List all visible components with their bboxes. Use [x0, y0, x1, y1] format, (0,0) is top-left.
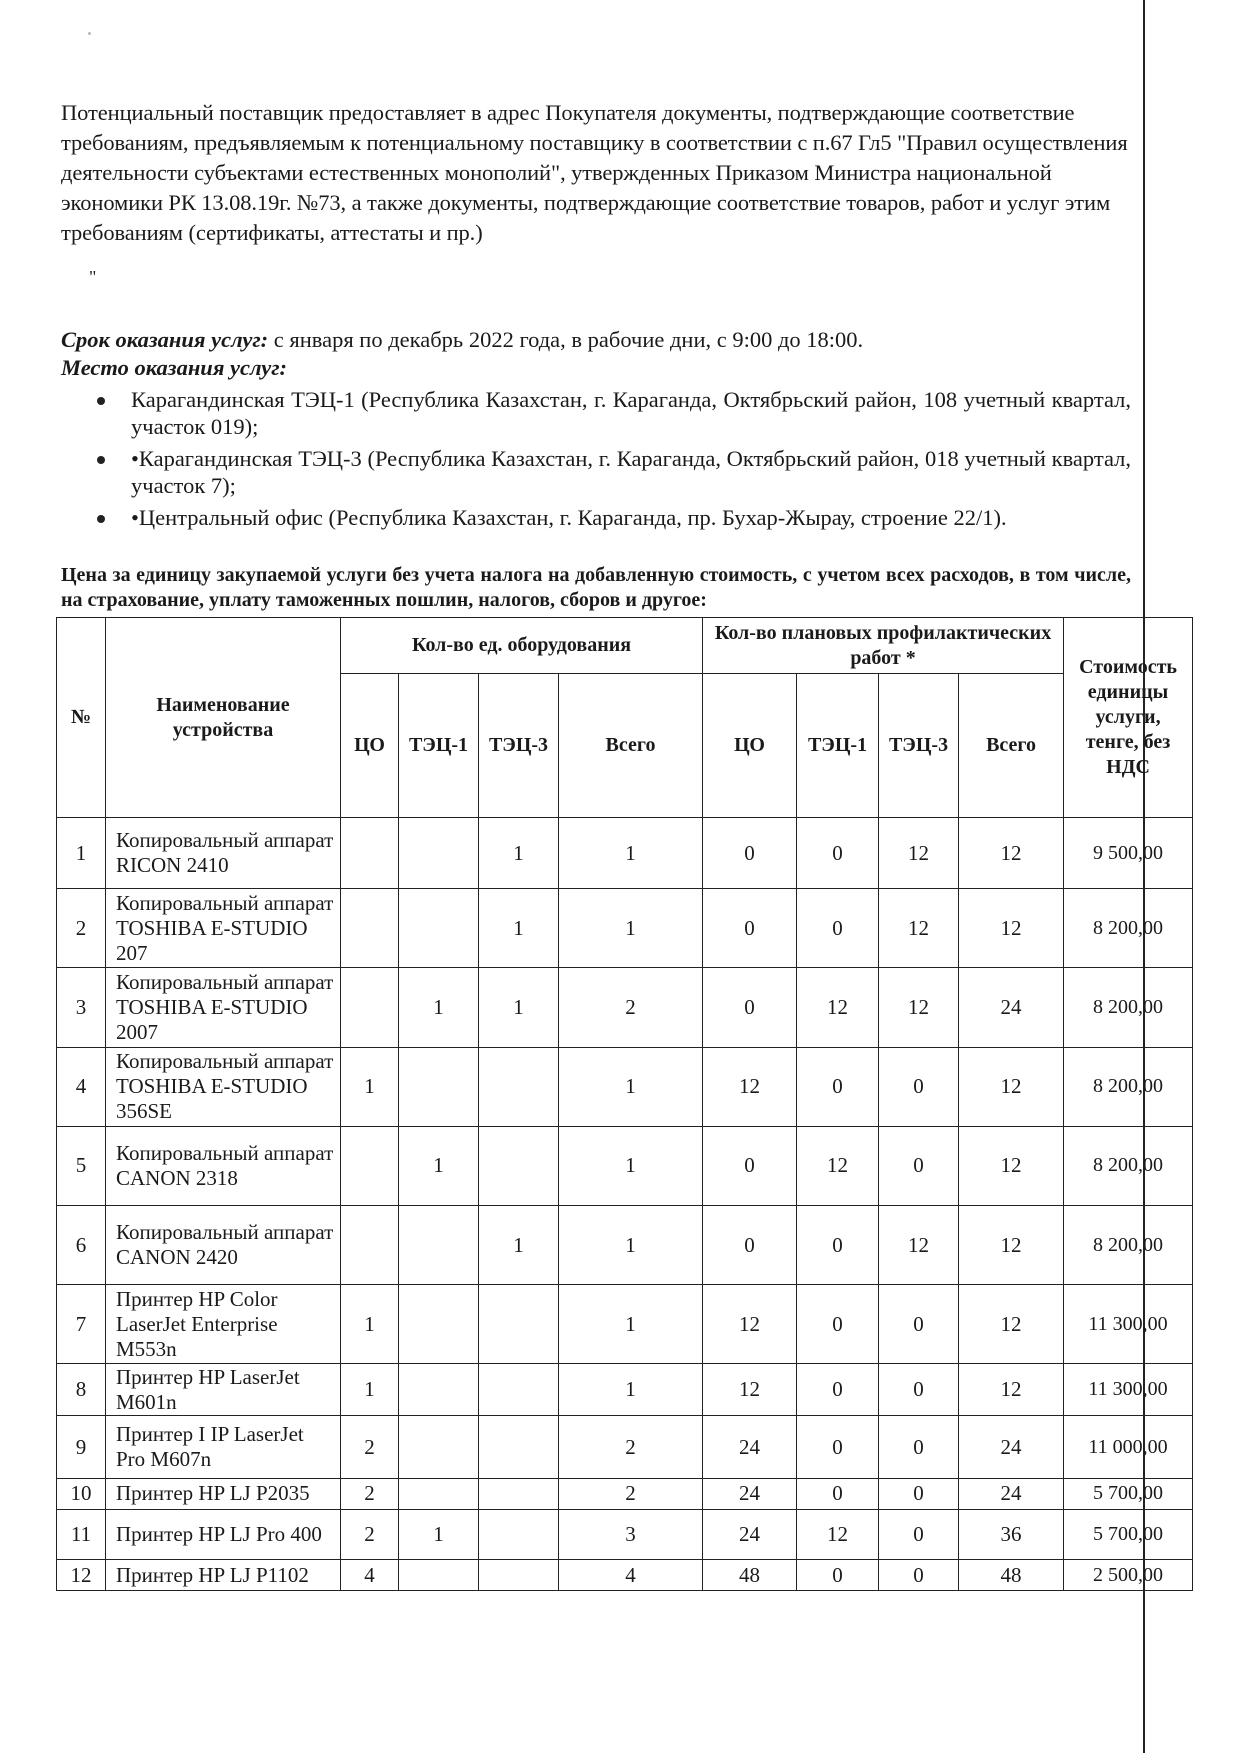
cell-w-co: 24	[703, 1416, 797, 1479]
cell-eq-t3	[479, 1560, 559, 1591]
table-row	[57, 1509, 1193, 1560]
cell-price: 8 200,00	[1064, 1205, 1193, 1284]
cell-name: Принтер HP LJ P1102	[106, 1560, 341, 1591]
cell-name: Принтер HP LJ P2035	[106, 1479, 341, 1509]
cell-eq-t1	[399, 1479, 479, 1509]
cell-price: 5 700,00	[1064, 1479, 1193, 1509]
cell-w-t1: 0	[797, 1479, 879, 1509]
cell-eq-t1	[399, 1285, 479, 1364]
cell-eq-co: 2	[341, 1479, 399, 1509]
cell-eq-total: 2	[559, 968, 703, 1047]
cell-price: 11 000,00	[1064, 1416, 1193, 1479]
table-row	[57, 1560, 1193, 1591]
service-terms	[61, 326, 1143, 382]
table-row	[57, 1047, 1193, 1126]
cell-eq-t1	[399, 1047, 479, 1126]
cell-no: 11	[57, 1509, 106, 1560]
cell-eq-total: 1	[559, 1205, 703, 1284]
cell-w-total: 24	[959, 1479, 1064, 1509]
cell-name: Копировальный аппарат CANON 2318	[106, 1126, 341, 1205]
intro-paragraph: Потенциальный поставщик предоставляет в адрес Покупателя документы, подтверждающие соответствие требованиям, предъявляемым к потенциальному поставщику в соответствии с п.67 Гл5 "Правил осуществления деятельности субъектами естественных монополий", утвержденных Приказом Министра национальной экономики РК 13.08.19г. №73, а также документы, подтверждающие соответствие товаров, работ и услуг этим требованиям (сертификаты, аттестаты и пр.)	[61, 100, 1128, 245]
cell-w-t1: 0	[797, 1285, 879, 1364]
cell-no: 3	[57, 968, 106, 1047]
cell-eq-total: 2	[559, 1416, 703, 1479]
table-row	[57, 1416, 1193, 1479]
cell-eq-t3	[479, 1285, 559, 1364]
cell-w-co: 12	[703, 1047, 797, 1126]
cell-eq-t1	[399, 1364, 479, 1416]
cell-w-co: 24	[703, 1479, 797, 1509]
table-row	[57, 1205, 1193, 1284]
table-row	[57, 1364, 1193, 1416]
cell-eq-co: 1	[341, 1047, 399, 1126]
cell-name: Принтер HP Color LaserJet Enterprise M553n	[106, 1285, 341, 1364]
cell-no: 4	[57, 1047, 106, 1126]
cell-no: 12	[57, 1560, 106, 1591]
cell-eq-t1	[399, 889, 479, 968]
cell-no: 2	[57, 889, 106, 968]
cell-eq-total: 1	[559, 1285, 703, 1364]
header-price: Стоимость единицы услуги, тенге, без НДС	[1064, 618, 1193, 818]
table-row	[57, 1126, 1193, 1205]
cell-eq-co	[341, 1205, 399, 1284]
cell-eq-t3	[479, 1509, 559, 1560]
cell-eq-co	[341, 1126, 399, 1205]
cell-w-total: 12	[959, 818, 1064, 889]
header-equipment-group: Кол-во ед. оборудования	[341, 618, 703, 674]
cell-price: 8 200,00	[1064, 968, 1193, 1047]
table-body	[57, 818, 1193, 1591]
cell-no: 7	[57, 1285, 106, 1364]
table-row	[57, 1479, 1193, 1509]
cell-eq-co	[341, 968, 399, 1047]
cell-eq-t1: 1	[399, 1126, 479, 1205]
cell-eq-total: 1	[559, 889, 703, 968]
cell-name: Копировальный аппарат RICON 2410	[106, 818, 341, 889]
cell-name: Копировальный аппарат CANON 2420	[106, 1205, 341, 1284]
cell-w-t3: 0	[879, 1126, 959, 1205]
cell-name: Копировальный аппарат TOSHIBA E-STUDIO 356SE	[106, 1047, 341, 1126]
cell-w-co: 0	[703, 1126, 797, 1205]
cell-w-t1: 0	[797, 1047, 879, 1126]
cell-price: 9 500,00	[1064, 818, 1193, 889]
header-w-co: ЦО	[703, 674, 797, 818]
cell-eq-total: 4	[559, 1560, 703, 1591]
stray-mark: "	[89, 267, 97, 287]
cell-w-t1: 0	[797, 1364, 879, 1416]
cell-w-t3: 12	[879, 968, 959, 1047]
cell-eq-t3: 1	[479, 1205, 559, 1284]
cell-eq-t3	[479, 1364, 559, 1416]
cell-w-total: 24	[959, 968, 1064, 1047]
table-row	[57, 818, 1193, 889]
cell-price: 2 500,00	[1064, 1560, 1193, 1591]
cell-price: 11 300,00	[1064, 1285, 1193, 1364]
cell-price: 8 200,00	[1064, 1047, 1193, 1126]
cell-eq-total: 1	[559, 1047, 703, 1126]
cell-eq-t1: 1	[399, 968, 479, 1047]
table-row	[57, 889, 1193, 968]
cell-w-t3: 12	[879, 889, 959, 968]
table-row	[57, 1285, 1193, 1364]
cell-w-t1: 0	[797, 889, 879, 968]
cell-eq-co	[341, 818, 399, 889]
cell-eq-co: 2	[341, 1509, 399, 1560]
cell-eq-t3	[479, 1047, 559, 1126]
cell-no: 5	[57, 1126, 106, 1205]
cell-w-total: 12	[959, 1205, 1064, 1284]
cell-eq-t3	[479, 1126, 559, 1205]
service-place-label: Место оказания услуг:	[61, 355, 288, 380]
cell-eq-t1	[399, 1416, 479, 1479]
cell-w-t3: 0	[879, 1416, 959, 1479]
cell-w-co: 24	[703, 1509, 797, 1560]
cell-w-t1: 0	[797, 1205, 879, 1284]
cell-w-total: 36	[959, 1509, 1064, 1560]
cell-no: 1	[57, 818, 106, 889]
header-works-group: Кол-во плановых профилактических работ *	[703, 618, 1064, 674]
cell-w-total: 12	[959, 889, 1064, 968]
cell-w-t3: 0	[879, 1364, 959, 1416]
cell-eq-t3	[479, 1479, 559, 1509]
cell-w-t3: 12	[879, 818, 959, 889]
header-eq-tec3: ТЭЦ-3	[479, 674, 559, 818]
header-w-tec3: ТЭЦ-3	[879, 674, 959, 818]
cell-eq-co: 1	[341, 1285, 399, 1364]
cell-w-total: 12	[959, 1047, 1064, 1126]
cell-w-total: 12	[959, 1285, 1064, 1364]
cell-eq-co	[341, 889, 399, 968]
cell-w-t3: 0	[879, 1479, 959, 1509]
cell-name: Принтер I IP LaserJet Pro M607n	[106, 1416, 341, 1479]
cell-eq-total: 3	[559, 1509, 703, 1560]
service-period-line	[61, 326, 1143, 354]
table-row	[57, 968, 1193, 1047]
cell-w-t3: 0	[879, 1560, 959, 1591]
location-item: •Центральный офис (Республика Казахстан, г. Караганда, пр. Бухар-Жырау, строение 22/1).	[61, 505, 1131, 532]
cell-eq-t1: 1	[399, 1509, 479, 1560]
header-eq-co: ЦО	[341, 674, 399, 818]
cell-eq-t3: 1	[479, 968, 559, 1047]
cell-eq-t3: 1	[479, 889, 559, 968]
cell-eq-total: 2	[559, 1479, 703, 1509]
cell-w-total: 24	[959, 1416, 1064, 1479]
service-period-label: Срок оказания услуг:	[61, 327, 269, 352]
cell-eq-co: 2	[341, 1416, 399, 1479]
cell-eq-co: 1	[341, 1364, 399, 1416]
cell-w-co: 0	[703, 968, 797, 1047]
location-item: Карагандинская ТЭЦ-1 (Республика Казахстан, г. Караганда, Октябрьский район, 108 учетный квартал, участок 019);	[61, 387, 1131, 440]
cell-w-co: 0	[703, 889, 797, 968]
cell-w-t1: 0	[797, 818, 879, 889]
cell-w-co: 12	[703, 1364, 797, 1416]
header-eq-tec1: ТЭЦ-1	[399, 674, 479, 818]
cell-w-t3: 0	[879, 1509, 959, 1560]
header-name: Наименование устройства	[106, 618, 341, 818]
cell-w-t1: 12	[797, 1509, 879, 1560]
price-note: Цена за единицу закупаемой услуги без учета налога на добавленную стоимость, с учетом всех расходов, в том числе, на страхование, уплату таможенных пошлин, налогов, сборов и другое:	[61, 564, 1131, 611]
header-w-total: Всего	[959, 674, 1064, 818]
cell-eq-total: 1	[559, 1364, 703, 1416]
cell-eq-t1	[399, 1205, 479, 1284]
cell-name: Принтер HP LaserJet M601n	[106, 1364, 341, 1416]
cell-no: 10	[57, 1479, 106, 1509]
header-no: №	[57, 618, 106, 818]
cell-eq-total: 1	[559, 818, 703, 889]
header-w-tec1: ТЭЦ-1	[797, 674, 879, 818]
cell-w-total: 12	[959, 1126, 1064, 1205]
cell-w-t3: 0	[879, 1047, 959, 1126]
cell-price: 8 200,00	[1064, 889, 1193, 968]
cell-w-t1: 12	[797, 968, 879, 1047]
cell-w-total: 12	[959, 1364, 1064, 1416]
cell-w-t1: 12	[797, 1126, 879, 1205]
cell-price: 8 200,00	[1064, 1126, 1193, 1205]
scan-speck	[88, 32, 91, 35]
cell-name: Принтер HP LJ Pro 400	[106, 1509, 341, 1560]
cell-price: 5 700,00	[1064, 1509, 1193, 1560]
equipment-table	[56, 617, 1193, 1591]
cell-w-t3: 0	[879, 1285, 959, 1364]
cell-w-total: 48	[959, 1560, 1064, 1591]
service-place-line	[61, 354, 1143, 382]
cell-w-co: 48	[703, 1560, 797, 1591]
service-period-value: с января по декабрь 2022 года, в рабочие дни, с 9:00 до 18:00.	[268, 327, 864, 352]
header-eq-total: Всего	[559, 674, 703, 818]
cell-eq-t1	[399, 1560, 479, 1591]
cell-eq-t3	[479, 1416, 559, 1479]
cell-w-t1: 0	[797, 1416, 879, 1479]
location-list	[61, 387, 1131, 538]
cell-eq-t3: 1	[479, 818, 559, 889]
location-item: •Карагандинская ТЭЦ-3 (Республика Казахстан, г. Караганда, Октябрьский район, 018 учетный квартал, участок 7);	[61, 446, 1131, 499]
cell-name: Копировальный аппарат TOSHIBA E-STUDIO 207	[106, 889, 341, 968]
cell-w-t1: 0	[797, 1560, 879, 1591]
cell-price: 11 300,00	[1064, 1364, 1193, 1416]
cell-eq-co: 4	[341, 1560, 399, 1591]
cell-eq-t1	[399, 818, 479, 889]
cell-name: Копировальный аппарат TOSHIBA E-STUDIO 2007	[106, 968, 341, 1047]
cell-w-t3: 12	[879, 1205, 959, 1284]
cell-eq-total: 1	[559, 1126, 703, 1205]
cell-w-co: 0	[703, 818, 797, 889]
cell-no: 6	[57, 1205, 106, 1284]
cell-w-co: 0	[703, 1205, 797, 1284]
cell-no: 9	[57, 1416, 106, 1479]
cell-no: 8	[57, 1364, 106, 1416]
cell-w-co: 12	[703, 1285, 797, 1364]
